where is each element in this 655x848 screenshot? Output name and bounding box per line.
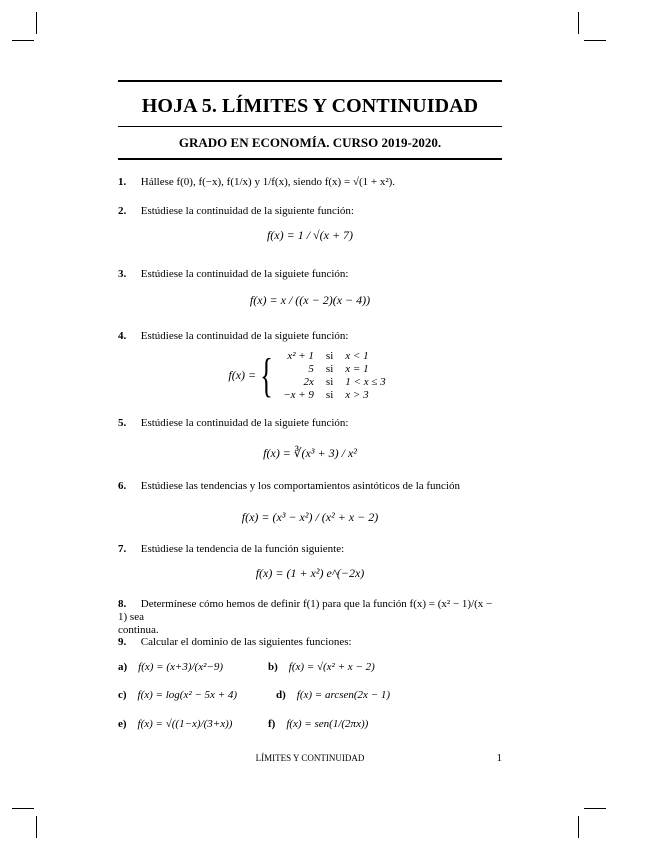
piecewise-row: −x + 9 si x > 3 <box>283 389 369 401</box>
crop-mark <box>578 816 579 838</box>
exercise-number: 6. <box>118 480 127 492</box>
page-subtitle: GRADO EN ECONOMÍA. CURSO 2019-2020. <box>178 135 442 150</box>
footer-title: LÍMITES Y CONTINUIDAD <box>255 753 365 763</box>
exercise-8 <box>118 598 502 637</box>
formula-6: f(x) = (x³ − x²) / (x² + x − 2) <box>241 510 379 524</box>
subpart-c: c) f(x) = log(x² − 5x + 4) <box>118 689 238 701</box>
exercise-text: Estúdiese la tendencia de la función siguiente: <box>140 543 345 555</box>
crop-mark <box>578 12 579 34</box>
formula-3: f(x) = x / ((x − 2)(x − 4)) <box>249 293 371 307</box>
subpart-formula: f(x) = log(x² − 5x + 4) <box>137 689 238 701</box>
subpart-formula: f(x) = √(x² + x − 2) <box>288 661 375 673</box>
exercise-text: Estúdiese la continuidad de la siguiete función: <box>140 268 349 280</box>
header-rule <box>118 80 502 82</box>
exercise-number: 4. <box>118 330 127 342</box>
exercise-2 <box>118 205 502 218</box>
piecewise-lhs: f(x) = <box>228 367 257 382</box>
header-divider <box>118 126 502 127</box>
exercise-6 <box>118 480 502 493</box>
formula-2: f(x) = 1 / √(x + 7) <box>266 228 354 242</box>
subpart-formula: f(x) = arcsen(2x − 1) <box>296 689 391 701</box>
exercise-text: Estúdiese las tendencias y los comportamientos asintóticos de la función <box>140 480 460 492</box>
exercise-1 <box>118 176 502 189</box>
exercise-number: 7. <box>118 543 127 555</box>
piecewise-table <box>277 350 391 402</box>
crop-mark <box>584 808 606 809</box>
page-header <box>118 80 502 160</box>
exercise-number: 2. <box>118 205 127 217</box>
subpart-formula: f(x) = (x+3)/(x²−9) <box>138 661 223 673</box>
exercise-text: Estúdiese la continuidad de la siguiete función: <box>140 417 349 429</box>
exercise-5 <box>118 417 502 430</box>
piecewise-row: 2x si 1 < x ≤ 3 <box>303 376 386 388</box>
subpart-e: e) f(x) = √((1−x)/(3+x)) <box>118 718 233 730</box>
exercise-text: Estúdiese la continuidad de la siguiete función: <box>140 330 349 342</box>
exercise-text: Hállese f(0), f(−x), f(1/x) y 1/f(x), siendo f(x) = √(1 + x²). <box>140 176 396 188</box>
crop-mark <box>36 12 37 34</box>
page-footer <box>118 753 502 763</box>
subpart-f: f) f(x) = sen(1/(2πx)) <box>268 718 369 730</box>
exercise-number: 3. <box>118 268 127 280</box>
exercise-text: Estúdiese la continuidad de la siguiente función: <box>140 205 354 217</box>
exercise-text: Determínese cómo hemos de definir f(1) para que la función f(x) = (x² − 1)/(x − 1) sea <box>118 598 493 623</box>
subpart-a: a) f(x) = (x+3)/(x²−9) <box>118 661 223 673</box>
exercise-number: 1. <box>118 176 127 188</box>
subpart-formula: f(x) = sen(1/(2πx)) <box>286 718 369 730</box>
exercise-9 <box>118 636 502 649</box>
subpart-formula: f(x) = √((1−x)/(3+x)) <box>137 718 233 730</box>
piecewise-formula <box>118 350 502 402</box>
exercise-7 <box>118 543 502 556</box>
exercise-number: 9. <box>118 636 127 648</box>
exercise-text-continued: continua. <box>118 624 159 636</box>
exercise-4 <box>118 330 502 343</box>
crop-mark <box>584 40 606 41</box>
left-brace: { <box>260 349 274 402</box>
formula-5: f(x) = ∛(x³ + 3) / x² <box>263 446 357 460</box>
crop-mark <box>12 808 34 809</box>
crop-mark <box>12 40 34 41</box>
subpart-b: b) f(x) = √(x² + x − 2) <box>268 661 375 673</box>
header-rule <box>118 158 502 160</box>
exercise-number: 5. <box>118 417 127 429</box>
page-number: 1 <box>496 752 502 764</box>
subpart-d: d) f(x) = arcsen(2x − 1) <box>276 689 391 701</box>
exercise-text: Calcular el dominio de las siguientes funciones: <box>140 636 352 648</box>
piecewise-row: x² + 1 si x < 1 <box>287 350 369 362</box>
exercise-3 <box>118 268 502 281</box>
piecewise-row: 5 si x = 1 <box>308 363 369 375</box>
exercise-number: 8. <box>118 598 127 610</box>
crop-mark <box>36 816 37 838</box>
formula-7: f(x) = (1 + x²) e^(−2x) <box>255 566 365 580</box>
page-title: HOJA 5. LÍMITES Y CONTINUIDAD <box>141 95 479 117</box>
